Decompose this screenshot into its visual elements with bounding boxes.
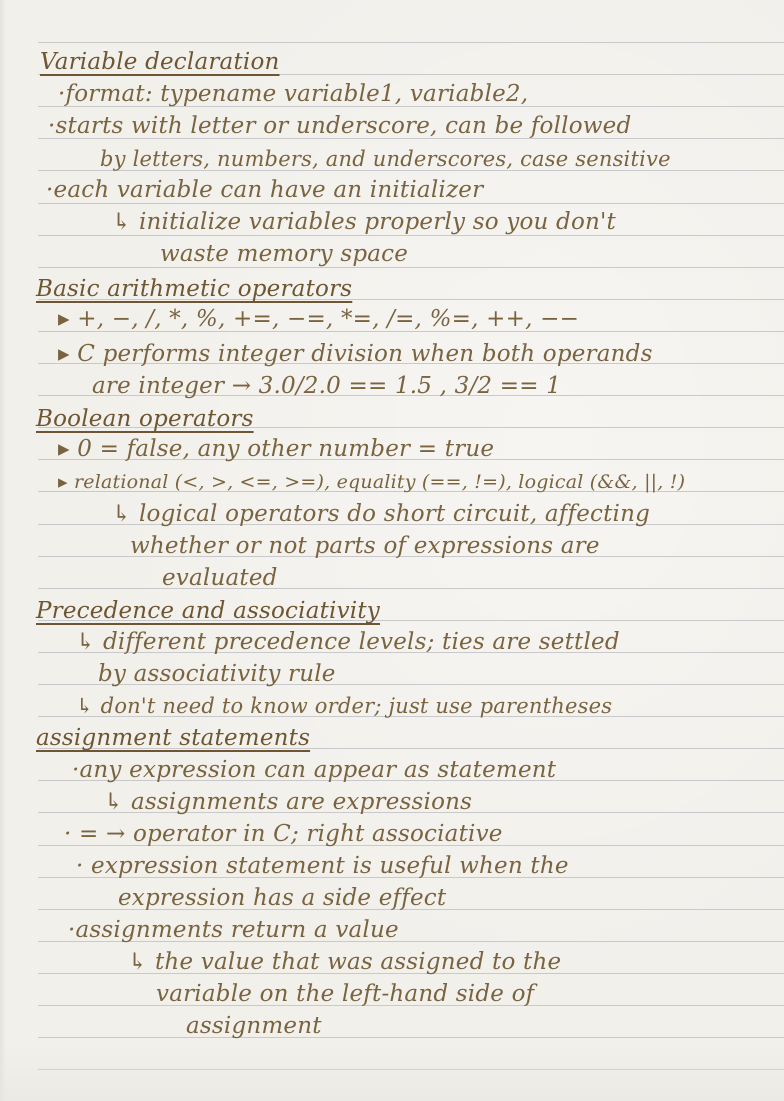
page-bottom-shading bbox=[0, 1041, 784, 1101]
heading-precedence-and-associativity: Precedence and associativity bbox=[36, 598, 380, 624]
note-line: · = → operator in C; right associative bbox=[64, 821, 503, 847]
note-line: evaluated bbox=[162, 565, 278, 591]
ruled-line bbox=[38, 588, 784, 589]
note-line: ↳ assignments are expressions bbox=[104, 789, 473, 815]
ruled-line bbox=[38, 1037, 784, 1038]
note-line: ·format: typename variable1, variable2, bbox=[58, 81, 529, 107]
note-line: by associativity rule bbox=[98, 661, 336, 687]
note-line: ▸ 0 = false, any other number = true bbox=[58, 436, 495, 462]
ruled-line bbox=[38, 42, 784, 43]
ruled-line bbox=[38, 267, 784, 268]
note-line: are integer → 3.0/2.0 == 1.5 , 3/2 == 1 bbox=[92, 373, 562, 399]
note-line: ·assignments return a value bbox=[68, 917, 399, 943]
note-line: whether or not parts of expressions are bbox=[130, 533, 600, 559]
heading-variable-declaration: Variable declaration bbox=[40, 49, 280, 75]
note-line: · expression statement is useful when the bbox=[76, 853, 569, 879]
note-line: expression has a side effect bbox=[118, 885, 447, 911]
note-line: ▸ relational (<, >, <=, >=), equality (==, !=), logical (&&, ||, !) bbox=[58, 471, 686, 493]
note-line: ↳ different precedence levels; ties are settled bbox=[76, 629, 620, 655]
note-line: by letters, numbers, and underscores, case sensitive bbox=[100, 147, 671, 171]
heading-boolean-operators: Boolean operators bbox=[36, 406, 254, 432]
note-line: ▸ C performs integer division when both operands bbox=[58, 341, 653, 367]
page-edge-shadow bbox=[0, 0, 6, 1101]
note-line: ·starts with letter or underscore, can be followed bbox=[48, 113, 632, 139]
note-line: ↳ don't need to know order; just use parentheses bbox=[76, 694, 613, 718]
note-line: ↳ logical operators do short circuit, affecting bbox=[112, 501, 651, 527]
note-line: assignment bbox=[186, 1013, 322, 1039]
note-line: ▸ +, −, /, *, %, +=, −=, *=, /=, %=, ++, −− bbox=[58, 306, 580, 332]
note-line: ·any expression can appear as statement bbox=[72, 757, 557, 783]
heading-basic-arithmetic-operators: Basic arithmetic operators bbox=[36, 276, 353, 302]
note-line: variable on the left-hand side of bbox=[156, 981, 535, 1007]
note-line: ↳ initialize variables properly so you don't bbox=[112, 209, 616, 235]
note-line: ·each variable can have an initializer bbox=[46, 177, 484, 203]
note-line: waste memory space bbox=[160, 241, 409, 267]
note-line: ↳ the value that was assigned to the bbox=[128, 949, 562, 975]
heading-assignment-statements: assignment statements bbox=[36, 725, 311, 751]
